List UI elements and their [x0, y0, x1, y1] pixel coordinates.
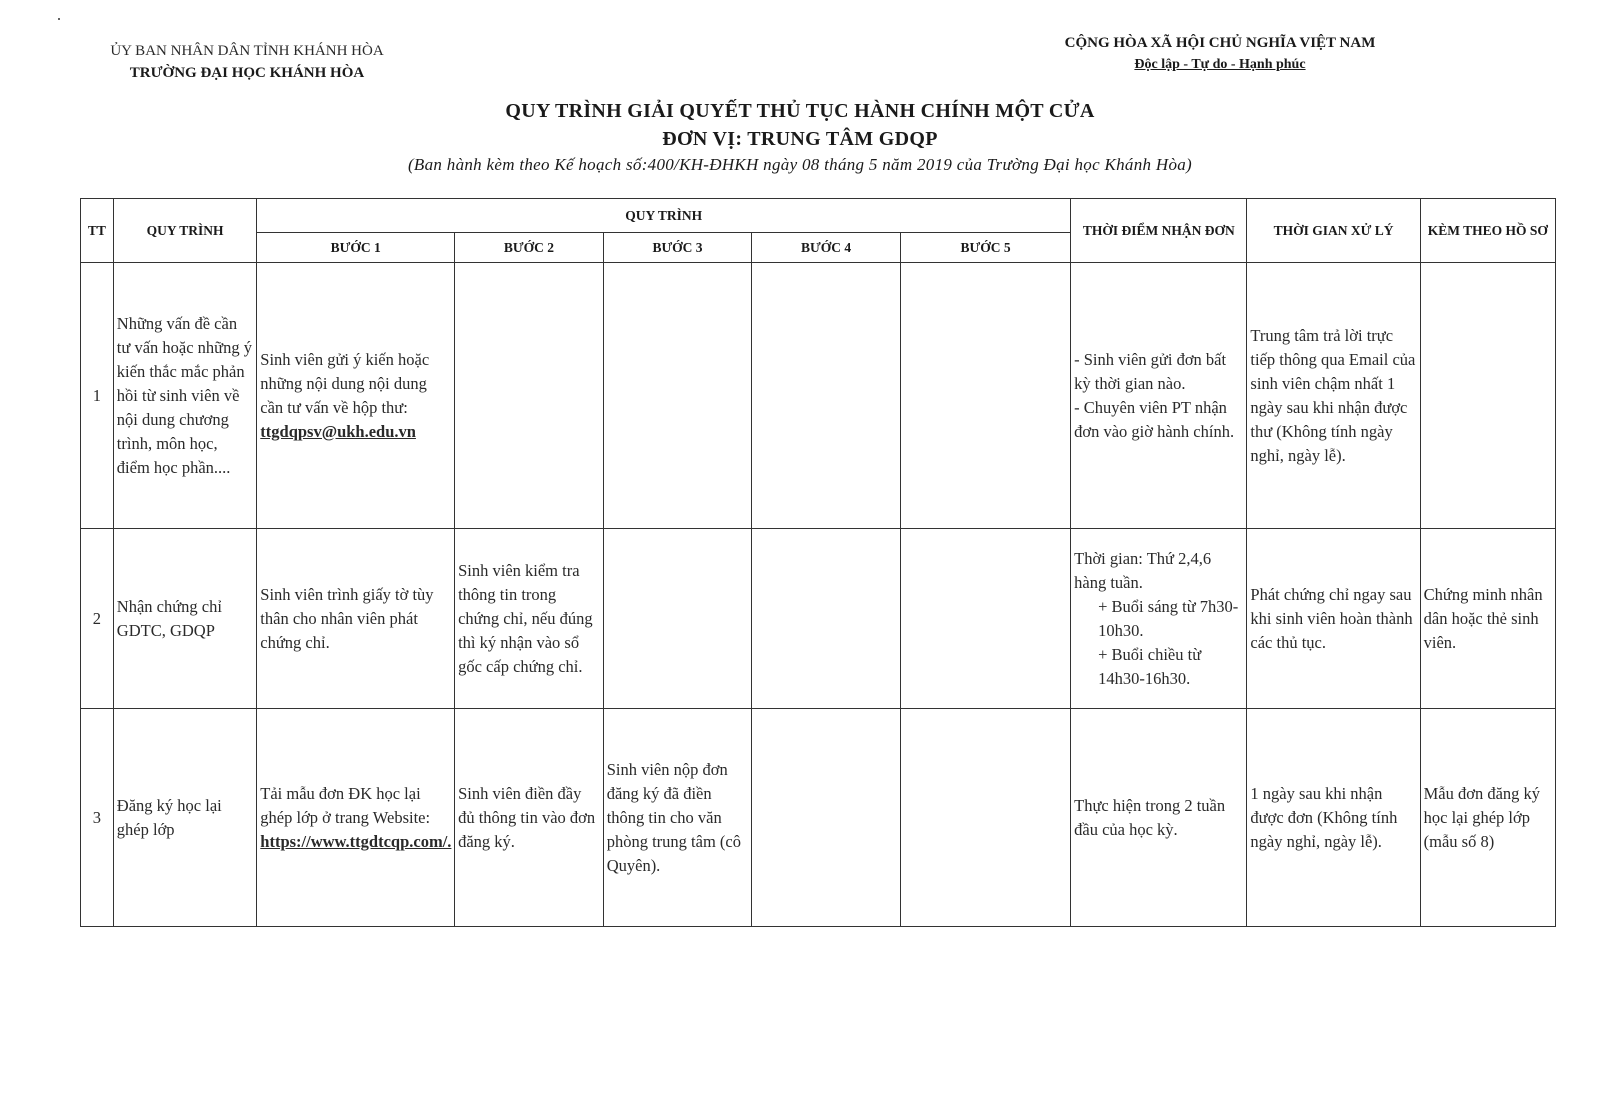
header-thoi-diem: THỜI ĐIỂM NHẬN ĐƠN: [1071, 199, 1247, 263]
procedure-name: Những vấn đề cần tư vấn hoặc những ý kiến thắc mắc phản hồi từ sinh viên về nội dung chương trình, môn học, điểm học phần....: [113, 263, 256, 529]
document-unit: ĐƠN VỊ: TRUNG TÂM GDQP: [662, 128, 938, 150]
document-title: QUY TRÌNH GIẢI QUYẾT THỦ TỤC HÀNH CHÍNH MỘT CỬA: [505, 100, 1095, 122]
step-1: [257, 709, 455, 927]
header-buoc-5: BƯỚC 5: [900, 233, 1070, 263]
step-1: [257, 263, 455, 529]
header-kem-theo: KÈM THEO HỒ SƠ: [1420, 199, 1555, 263]
step-5: [900, 263, 1070, 529]
table-row: [81, 263, 1556, 529]
step-1-text: Sinh viên gửi ý kiến hoặc những nội dung nội dung cần tư vấn về hộp thư:: [260, 349, 430, 417]
receipt-time-line: + Buổi sáng từ 7h30-10h30.: [1098, 596, 1239, 640]
step-4: [752, 709, 901, 927]
procedure-table: [80, 198, 1556, 927]
receipt-time-line: Thời gian: Thứ 2,4,6 hàng tuần.: [1074, 548, 1212, 592]
step-3: [603, 529, 752, 709]
procedure-name: Nhận chứng chỉ GDTC, GDQP: [113, 529, 256, 709]
attached-documents: Mẫu đơn đăng ký học lại ghép lớp (mẫu số 8): [1420, 709, 1555, 927]
org-line-2: TRƯỜNG ĐẠI HỌC KHÁNH HÒA: [129, 65, 365, 81]
receipt-time: Thực hiện trong 2 tuần đầu của học kỳ.: [1071, 709, 1247, 927]
header-quy-trinh: QUY TRÌNH: [113, 199, 256, 263]
step-2: [455, 263, 604, 529]
step-5: [900, 709, 1070, 927]
row-number: 1: [81, 263, 114, 529]
step-1: Sinh viên trình giấy tờ tùy thân cho nhân viên phát chứng chỉ.: [257, 529, 455, 709]
header-quy-trinh-group: QUY TRÌNH: [257, 199, 1071, 233]
step-3: Sinh viên nộp đơn đăng ký đã điền thông tin cho văn phòng trung tâm (cô Quyên).: [603, 709, 752, 927]
header-thoi-gian: THỜI GIAN XỬ LÝ: [1247, 199, 1420, 263]
header-tt: TT: [81, 199, 114, 263]
header-buoc-2: BƯỚC 2: [455, 233, 604, 263]
nation-line-1: CỘNG HÒA XÃ HỘI CHỦ NGHĨA VIỆT NAM: [1064, 35, 1376, 51]
step-4: [752, 263, 901, 529]
org-line-1: ỦY BAN NHÂN DÂN TỈNH KHÁNH HÒA: [110, 43, 384, 59]
processing-time: 1 ngày sau khi nhận được đơn (Không tính ngày nghỉ, ngày lễ).: [1247, 709, 1420, 927]
processing-time: Trung tâm trả lời trực tiếp thông qua Email của sinh viên chậm nhất 1 ngày sau khi nhận được thư (Không tính ngày nghỉ, ngày lễ).: [1247, 263, 1420, 529]
attached-documents: Chứng minh nhân dân hoặc thẻ sinh viên.: [1420, 529, 1555, 709]
receipt-time-line: + Buổi chiều từ 14h30-16h30.: [1098, 644, 1202, 688]
header-buoc-1: BƯỚC 1: [257, 233, 455, 263]
document-issuance-note: (Ban hành kèm theo Kế hoạch số:400/KH-ĐHKH ngày 08 tháng 5 năm 2019 của Trường Đại học Khánh Hòa): [407, 155, 1193, 174]
step-2: Sinh viên kiểm tra thông tin trong chứng chỉ, nếu đúng thì ký nhận vào sổ gốc cấp chứng chỉ.: [455, 529, 604, 709]
receipt-time: [1071, 263, 1247, 529]
website-link[interactable]: https://www.ttgdtcqp.com/.: [260, 831, 452, 851]
email-link[interactable]: ttgdqpsv@ukh.edu.vn: [260, 421, 416, 441]
scan-speck: [58, 18, 60, 20]
procedure-name: Đăng ký học lại ghép lớp: [113, 709, 256, 927]
step-5: [900, 529, 1070, 709]
header-buoc-3: BƯỚC 3: [603, 233, 752, 263]
receipt-time-line: - Chuyên viên PT nhận đơn vào giờ hành chính.: [1074, 397, 1235, 441]
header-buoc-4: BƯỚC 4: [752, 233, 901, 263]
step-2: Sinh viên điền đầy đủ thông tin vào đơn đăng ký.: [455, 709, 604, 927]
receipt-time-line: - Sinh viên gửi đơn bất kỳ thời gian nào.: [1074, 349, 1227, 393]
processing-time: Phát chứng chỉ ngay sau khi sinh viên hoàn thành các thủ tục.: [1247, 529, 1420, 709]
receipt-time: [1071, 529, 1247, 709]
step-4: [752, 529, 901, 709]
nation-line-2: Độc lập - Tự do - Hạnh phúc: [1134, 57, 1306, 72]
issuing-authority: [82, 40, 412, 84]
step-1-text: Tải mẫu đơn ĐK học lại ghép lớp ở trang Website:: [260, 783, 431, 827]
row-number: 2: [81, 529, 114, 709]
national-motto: [1040, 32, 1400, 76]
table-row: [81, 529, 1556, 709]
step-3: [603, 263, 752, 529]
table-row: [81, 709, 1556, 927]
attached-documents: [1420, 263, 1555, 529]
row-number: 3: [81, 709, 114, 927]
